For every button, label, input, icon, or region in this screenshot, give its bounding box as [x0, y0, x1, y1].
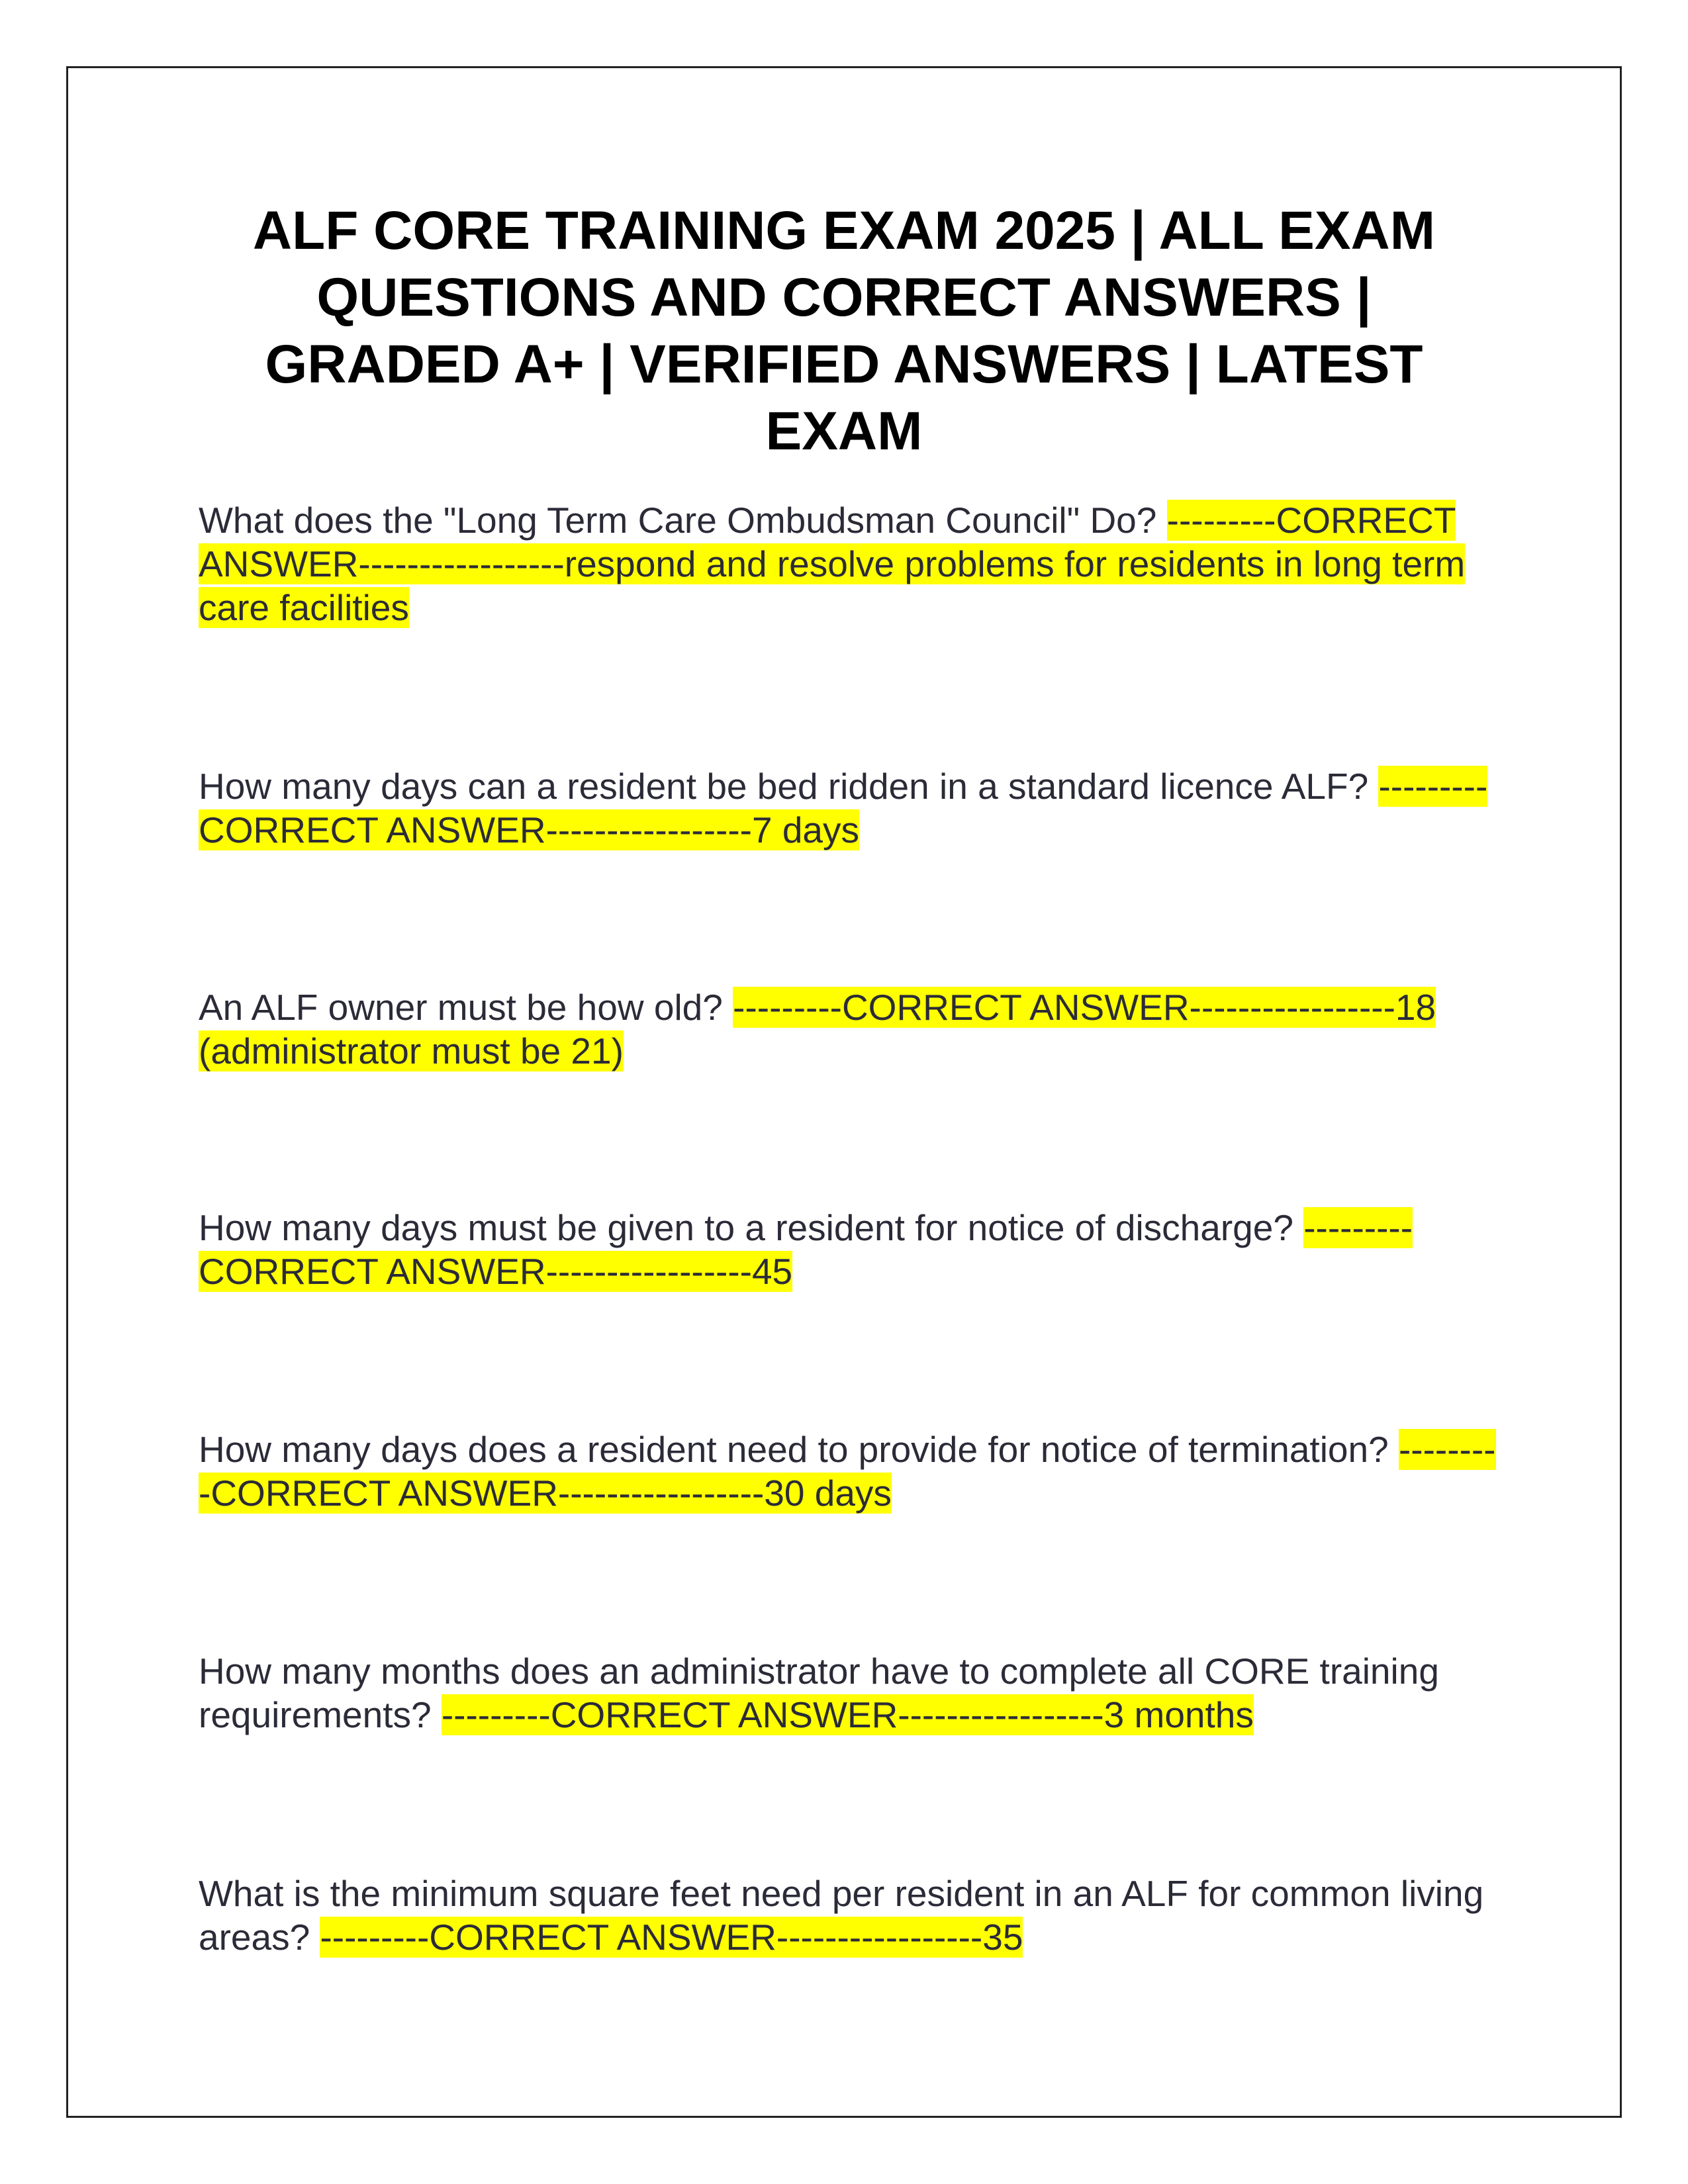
qa-item-2: [199, 764, 1496, 852]
qa-item-3: [199, 985, 1496, 1073]
answer-highlight: ---------CORRECT ANSWER-----------------30 days: [199, 1429, 1496, 1514]
answer-highlight: ---------CORRECT ANSWER-----------------45: [199, 1207, 1413, 1292]
question-text: What is the minimum square feet need per resident in an ALF for common living areas?: [199, 1873, 1484, 1958]
answer-highlight: ---------CORRECT ANSWER-----------------respond and resolve problems for residents in long term care facilities: [199, 500, 1466, 628]
question-text: How many days can a resident be bed ridden in a standard licence ALF?: [199, 766, 1369, 807]
qa-item-4: [199, 1206, 1496, 1293]
question-text: How many days does a resident need to provide for notice of termination?: [199, 1429, 1389, 1470]
question-text: How many days must be given to a resident for notice of discharge?: [199, 1207, 1293, 1248]
qa-item-5: [199, 1428, 1496, 1515]
answer-highlight: ---------CORRECT ANSWER-----------------35: [320, 1917, 1023, 1958]
qa-item-1: [199, 498, 1496, 629]
question-text: What does the "Long Term Care Ombudsman Council" Do?: [199, 500, 1157, 541]
qa-item-6: [199, 1649, 1496, 1737]
question-text: An ALF owner must be how old?: [199, 987, 723, 1028]
answer-highlight: ---------CORRECT ANSWER-----------------18 (administrator must be 21): [199, 987, 1436, 1071]
question-text: How many months does an administrator have to complete all CORE training requirements?: [199, 1651, 1439, 1735]
document-title: ALF CORE TRAINING EXAM 2025 | ALL EXAM QUESTIONS AND CORRECT ANSWERS | GRADED A+ | VERIFIED ANSWERS | LATEST EXAM: [252, 201, 1436, 461]
answer-highlight: ---------CORRECT ANSWER-----------------7 days: [199, 766, 1488, 850]
answer-highlight: ---------CORRECT ANSWER-----------------3 months: [441, 1694, 1254, 1735]
qa-item-7: [199, 1872, 1496, 1959]
